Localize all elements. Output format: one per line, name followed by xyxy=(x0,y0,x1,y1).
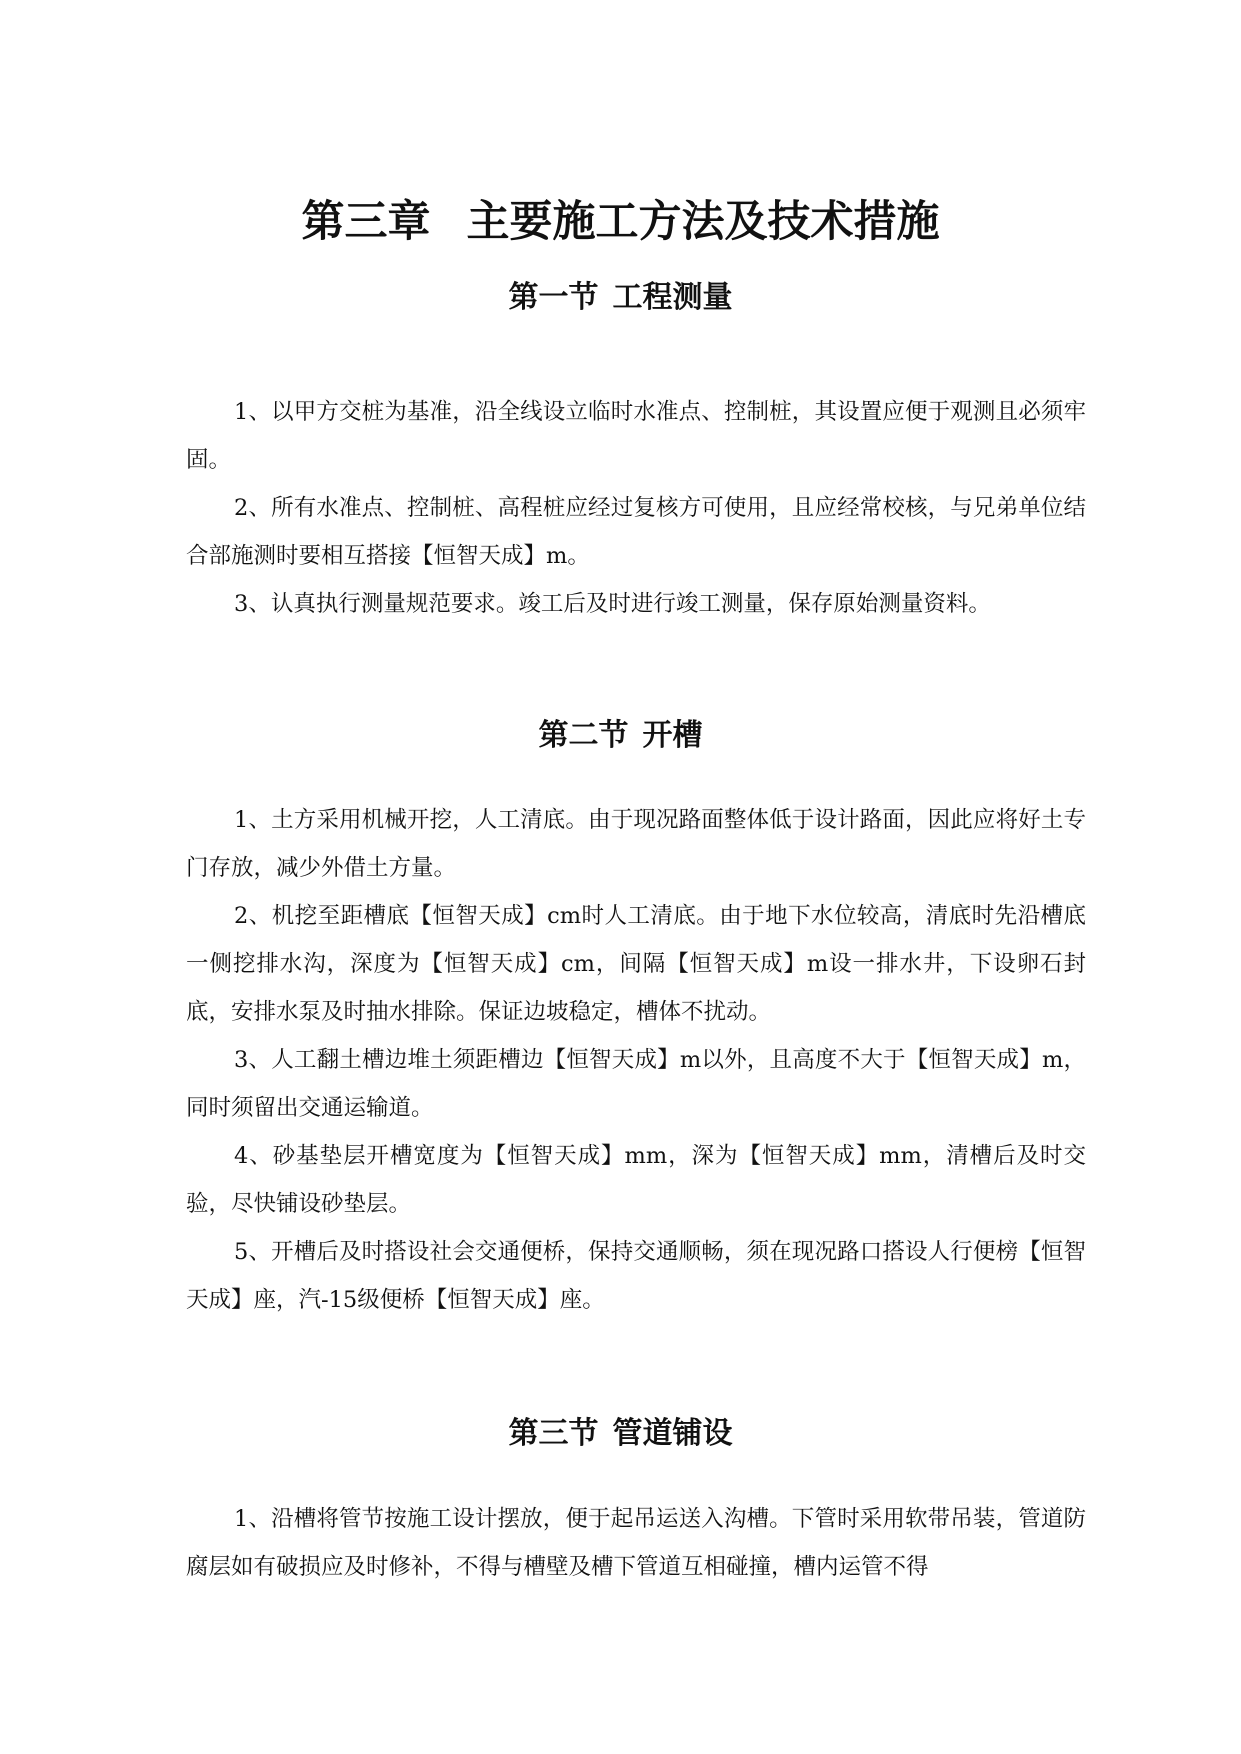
section-2-title xyxy=(0,716,1241,756)
section-number: 第二节 xyxy=(538,718,629,753)
paragraph: 3、认真执行测量规范要求。竣工后及时进行竣工测量，保存原始测量资料。 xyxy=(234,591,991,617)
paragraph: 5、开槽后及时搭设社会交通便桥，保持交通顺畅，须在现况路口搭设人行便榜【恒智天成】座，汽-15级便桥【恒智天成】座。 xyxy=(186,1239,1086,1313)
section-number: 第三节 xyxy=(508,1416,599,1451)
section-title-text: 管道铺设 xyxy=(612,1416,733,1451)
chapter-number: 第三章 xyxy=(301,197,431,247)
section-1-title xyxy=(0,278,1241,318)
paragraph: 4、砂基垫层开槽宽度为【恒智天成】mm，深为【恒智天成】mm，清槽后及时交验，尽快铺设砂垫层。 xyxy=(186,1143,1086,1217)
paragraph: 1、以甲方交桩为基准，沿全线设立临时水准点、控制桩，其设置应便于观测且必须牢固。 xyxy=(186,399,1086,473)
section-3-title xyxy=(0,1414,1241,1454)
section-title-text: 开槽 xyxy=(642,718,703,753)
section-title-text: 工程测量 xyxy=(612,280,733,315)
paragraph: 3、人工翻土槽边堆土须距槽边【恒智天成】m以外，且高度不大于【恒智天成】m，同时须留出交通运输道。 xyxy=(186,1047,1086,1121)
section-number: 第一节 xyxy=(508,280,599,315)
paragraph: 2、机挖至距槽底【恒智天成】cm时人工清底。由于地下水位较高，清底时先沿槽底一侧挖排水沟，深度为【恒智天成】cm，间隔【恒智天成】m设一排水井，下设卵石封底，安排水泵及时抽水排除。保证边坡稳定，槽体不扰动。 xyxy=(186,903,1086,1025)
paragraph: 2、所有水准点、控制桩、高程桩应经过复核方可使用，且应经常校核，与兄弟单位结合部施测时要相互搭接【恒智天成】m。 xyxy=(186,495,1086,569)
chapter-title xyxy=(0,192,1241,252)
paragraph: 1、沿槽将管节按施工设计摆放，便于起吊运送入沟槽。下管时采用软带吊装，管道防腐层如有破损应及时修补，不得与槽壁及槽下管道互相碰撞，槽内运管不得 xyxy=(186,1506,1086,1580)
paragraph: 1、土方采用机械开挖，人工清底。由于现况路面整体低于设计路面，因此应将好土专门存放，减少外借土方量。 xyxy=(186,807,1086,881)
chapter-title-text: 主要施工方法及技术措施 xyxy=(466,197,940,247)
